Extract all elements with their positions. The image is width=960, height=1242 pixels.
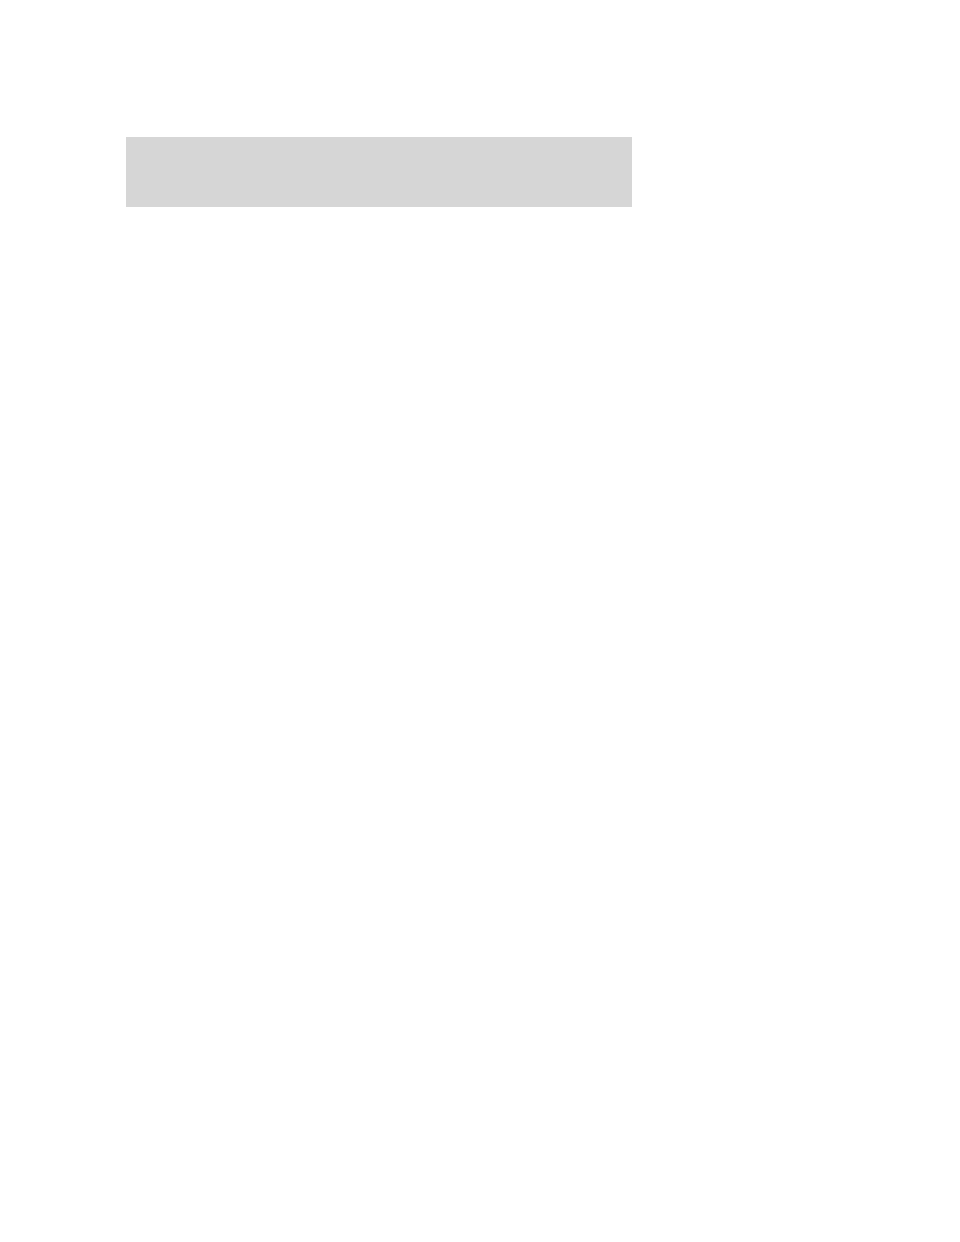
page-content bbox=[128, 221, 636, 227]
section-header-band bbox=[126, 137, 632, 207]
